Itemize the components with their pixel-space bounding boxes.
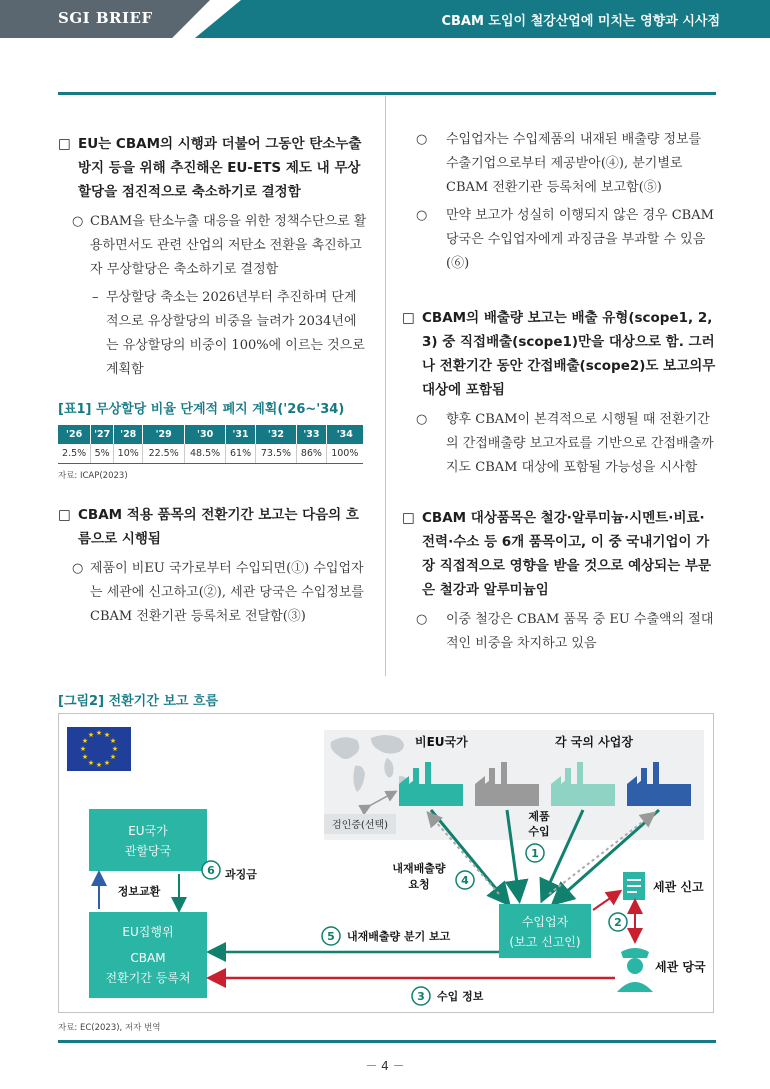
table-header-cell: '31 [226, 425, 255, 444]
table-cell: 73.5% [255, 444, 296, 463]
importer-line1: 수입업자 [521, 915, 569, 929]
document-title: CBAM 도입이 철강산업에 미치는 영향과 시사점 [441, 14, 720, 29]
bullet-emission-info: ○ 수입업자는 수입제품의 내재된 배출량 정보를 수출기업으로부터 제공받아(④), 분기별로 CBAM 전환기관 등록처에 보고함(⑤) [402, 128, 717, 200]
import-info-label: 수입 정보 [437, 990, 484, 1003]
brand-label: SGI BRIEF [58, 9, 153, 27]
figure-title: [그림2] 전환기간 보고 흐름 [58, 694, 219, 709]
table-header-cell: '34 [326, 425, 363, 444]
svg-text:★: ★ [87, 731, 95, 739]
svg-text:★: ★ [81, 753, 89, 761]
step-5-number: 5 [327, 930, 335, 943]
svg-text:★: ★ [111, 745, 119, 753]
table-header-cell: '32 [255, 425, 296, 444]
verification-label: 검인증(선택) [331, 820, 389, 831]
non-eu-label: 비EU국가 [415, 735, 468, 749]
bullet-steel-share: ○ 이중 철강은 CBAM 품목 중 EU 수출액의 절대적인 비중을 차지하고 있음 [402, 608, 717, 656]
section-heading-free-allocation: □ EU는 CBAM의 시행과 더불어 그동안 탄소누출 방지 등을 위해 추진해온 EU-ETS 제도 내 무상할당을 점진적으로 축소하기로 결정함 [58, 132, 368, 204]
table-row [58, 444, 363, 463]
left-column [58, 110, 368, 633]
svg-text:★: ★ [79, 745, 87, 753]
customs-officer-icon [617, 948, 653, 992]
svg-text:★: ★ [103, 759, 111, 767]
right-column [402, 128, 717, 660]
dash-allocation-schedule: – 무상할당 축소는 2026년부터 추진하며 단계적으로 유상할당의 비중을 늘려가 2034년에는 유상할당의 비중이 100%에 이르는 것으로 계획함 [58, 286, 368, 382]
column-divider [385, 96, 386, 676]
table-header-cell: '30 [184, 425, 225, 444]
bullet-indirect-emission: ○ 향후 CBAM이 본격적으로 시행될 때 전환기간의 간접배출량 보고자료를 기반으로 간접배출까지도 CBAM 대상에 포함될 가능성을 시사함 [402, 408, 717, 480]
table-cell: 48.5% [184, 444, 225, 463]
eu-customs-line2: 관할당국 [124, 844, 172, 858]
table-header-cell: '26 [58, 425, 91, 444]
reporting-flow-diagram [59, 714, 715, 1014]
top-divider [58, 92, 716, 95]
eu-customs-line1: EU국가 [128, 824, 168, 838]
step-2-number: 2 [614, 916, 622, 929]
bullet-penalty: ○ 만약 보고가 성실히 이행되지 않은 경우 CBAM 당국은 수입업자에게 과징금을 부과할 수 있음(⑥) [402, 204, 717, 276]
step-4-number: 4 [461, 874, 469, 887]
table-cell: 22.5% [143, 444, 184, 463]
step-3-number: 3 [417, 990, 425, 1003]
table-header-cell: '29 [143, 425, 184, 444]
svg-text:★: ★ [103, 731, 111, 739]
info-exchange-label: 정보교환 [117, 885, 161, 898]
table-cell: 61% [226, 444, 255, 463]
eu-commission-line1: EU집행위 [122, 925, 174, 939]
page-number: － 4 － [365, 1059, 405, 1073]
step-1-number: 1 [531, 847, 539, 860]
importer-line2: (보고 신고인) [509, 935, 581, 949]
bullet-free-allocation-reduction: ○ CBAM을 탄소누출 대응을 위한 정책수단으로 활용하면서도 관련 산업의 저탄소 전환을 촉진하고자 무상할당은 축소하기로 결정함 [58, 210, 368, 282]
svg-text:★: ★ [109, 737, 117, 745]
table-header-row [58, 425, 363, 444]
businesses-label: 각 국의 사업장 [555, 735, 633, 749]
table-source: 자료: ICAP(2023) [58, 470, 128, 481]
svg-text:★: ★ [95, 761, 103, 769]
table-cell: 2.5% [58, 444, 91, 463]
svg-text:★: ★ [81, 737, 89, 745]
customs-declaration-label: 세관 신고 [653, 880, 704, 894]
bullet-import-flow: ○ 제품이 비EU 국가로부터 수입되면(①) 수입업자는 세관에 신고하고(②), 세관 당국은 수입정보를 CBAM 전환기관 등록처로 전달함(③) [58, 557, 368, 629]
emission-request-line2: 요청 [408, 878, 430, 891]
section-heading-scope: □ CBAM의 배출량 보고는 배출 유형(scope1, 2, 3) 중 직접배출(scope1)만을 대상으로 함. 그러나 전환기간 동안 간접배출(scope2)도 보고의무 대상에 포함됨 [402, 306, 717, 402]
table-cell: 10% [114, 444, 143, 463]
section-heading-reporting-flow: □ CBAM 적용 품목의 전환기간 보고는 다음의 흐름으로 시행됨 [58, 503, 368, 551]
eu-flag-icon [67, 727, 131, 771]
table-header-cell: '28 [114, 425, 143, 444]
step-6-number: 6 [207, 864, 215, 877]
customs-authority-label: 세관 당국 [655, 960, 706, 974]
table-title: [표1] 무상할당 비율 단계적 폐지 계획('26~'34) [58, 402, 345, 417]
table-header-cell: '27 [91, 425, 114, 444]
section-heading-target-items: □ CBAM 대상품목은 철강·알루미늄·시멘트·비료·전력·수소 등 6개 품목이고, 이 중 국내기업이 가장 직접적으로 영향을 받을 것으로 예상되는 부문은 철강과 알루미늄임 [402, 506, 717, 602]
table-cell: 100% [326, 444, 363, 463]
eu-customs-box [89, 809, 207, 871]
bottom-divider [58, 1040, 716, 1043]
emission-request-line1: 내재배출량 [392, 862, 446, 875]
product-import-line1: 제품 [528, 810, 550, 823]
table-header-cell: '33 [297, 425, 326, 444]
product-import-line2: 수입 [528, 825, 550, 838]
importer-box [499, 904, 591, 958]
eu-commission-line3: 전환기간 등록처 [105, 971, 191, 985]
svg-text:★: ★ [87, 759, 95, 767]
eu-commission-line2: CBAM [130, 951, 166, 965]
document-icon [623, 872, 645, 900]
allocation-phaseout-table [58, 425, 363, 464]
page-header [0, 0, 770, 38]
quarterly-report-label: 내재배출량 분기 보고 [347, 930, 451, 943]
penalty-label: 과징금 [225, 868, 257, 881]
svg-text:★: ★ [109, 753, 117, 761]
table-cell: 5% [91, 444, 114, 463]
figure-frame [58, 713, 714, 1013]
svg-text:★: ★ [95, 729, 103, 737]
table-cell: 86% [297, 444, 326, 463]
figure-source: 자료: EC(2023), 저자 번역 [58, 1023, 161, 1033]
